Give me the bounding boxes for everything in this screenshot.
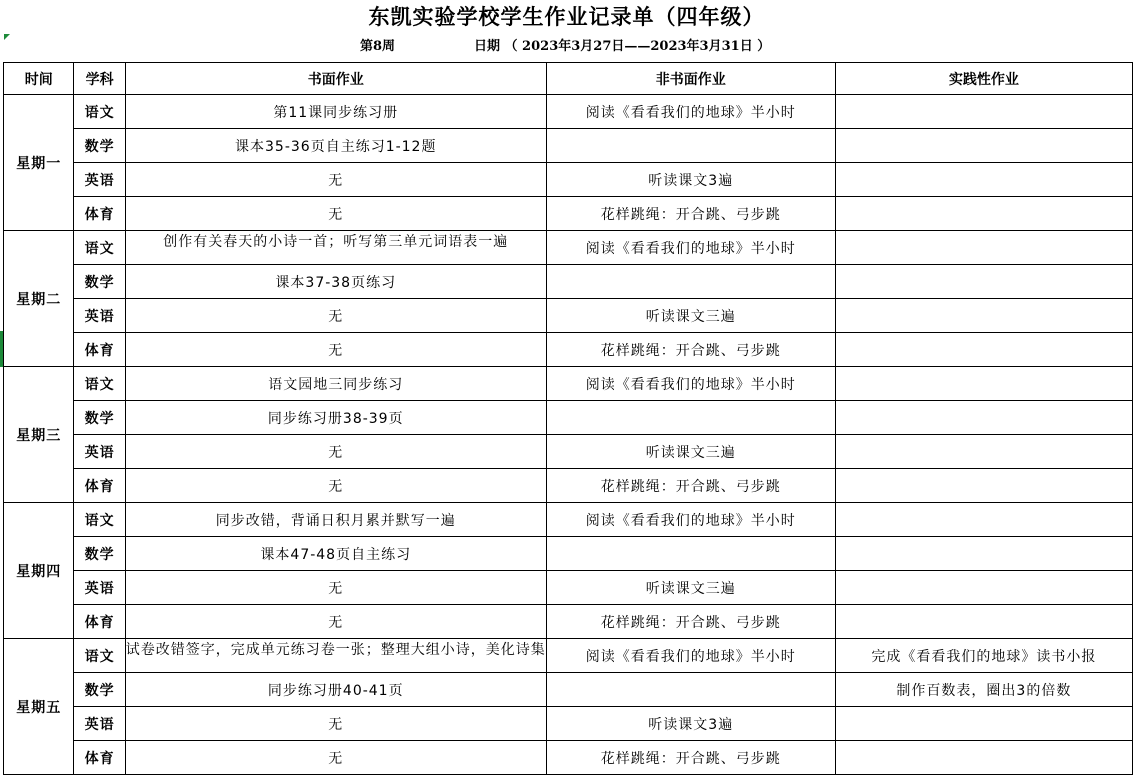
subject-cell[interactable]: 体育 (74, 333, 125, 367)
nonwritten-homework-cell[interactable]: 阅读《看看我们的地球》半小时 (546, 367, 835, 401)
table-row (4, 673, 1133, 707)
practice-homework-cell[interactable] (835, 741, 1132, 775)
practice-homework-cell[interactable] (835, 503, 1132, 537)
sheet-title: 东凯实验学校学生作业记录单（四年级） (368, 4, 765, 29)
table-row (4, 333, 1133, 367)
nonwritten-homework-cell[interactable]: 阅读《看看我们的地球》半小时 (546, 231, 835, 265)
table-row (4, 571, 1133, 605)
nonwritten-homework-cell[interactable]: 听读课文三遍 (546, 571, 835, 605)
practice-homework-cell[interactable] (835, 129, 1132, 163)
nonwritten-homework-cell[interactable]: 花样跳绳：开合跳、弓步跳 (546, 605, 835, 639)
practice-homework-cell[interactable] (835, 95, 1132, 129)
written-homework-cell[interactable]: 无 (125, 571, 546, 605)
nonwritten-homework-cell[interactable]: 阅读《看看我们的地球》半小时 (546, 95, 835, 129)
subject-cell[interactable]: 体育 (74, 741, 125, 775)
written-homework-cell[interactable]: 无 (125, 299, 546, 333)
nonwritten-homework-cell[interactable] (546, 673, 835, 707)
date-range: 日期 （ 2023年3月27日——2023年3月31日 ） (474, 39, 771, 54)
nonwritten-homework-cell[interactable] (546, 265, 835, 299)
practice-homework-cell[interactable] (835, 265, 1132, 299)
day-cell[interactable]: 星期二 (4, 231, 74, 367)
table-row (4, 537, 1133, 571)
subject-cell[interactable]: 数学 (74, 537, 125, 571)
written-homework-cell[interactable]: 第11课同步练习册 (125, 95, 546, 129)
practice-homework-cell[interactable] (835, 469, 1132, 503)
nonwritten-homework-cell[interactable]: 阅读《看看我们的地球》半小时 (546, 639, 835, 673)
nonwritten-homework-cell[interactable] (546, 401, 835, 435)
nonwritten-homework-cell[interactable]: 听读课文三遍 (546, 435, 835, 469)
table-row (4, 197, 1133, 231)
table-row (4, 95, 1133, 129)
header-cell-time[interactable]: 时间 (4, 63, 74, 95)
written-homework-cell[interactable]: 同步改错，背诵日积月累并默写一遍 (125, 503, 546, 537)
nonwritten-homework-cell[interactable] (546, 537, 835, 571)
subject-cell[interactable]: 英语 (74, 163, 125, 197)
subject-cell[interactable]: 英语 (74, 435, 125, 469)
written-homework-cell[interactable]: 课本47-48页自主练习 (125, 537, 546, 571)
practice-homework-cell[interactable]: 制作百数表，圈出3的倍数 (835, 673, 1132, 707)
written-homework-cell[interactable]: 无 (125, 435, 546, 469)
subject-cell[interactable]: 数学 (74, 129, 125, 163)
header-cell-written[interactable]: 书面作业 (125, 63, 546, 95)
nonwritten-homework-cell[interactable]: 花样跳绳：开合跳、弓步跳 (546, 197, 835, 231)
cell-comment-marker-icon (4, 34, 10, 40)
table-row (4, 639, 1133, 673)
nonwritten-homework-cell[interactable]: 花样跳绳：开合跳、弓步跳 (546, 333, 835, 367)
written-homework-cell[interactable]: 无 (125, 163, 546, 197)
subject-cell[interactable]: 英语 (74, 707, 125, 741)
header-row (4, 63, 1133, 95)
written-homework-cell[interactable] (125, 231, 546, 265)
nonwritten-homework-cell[interactable]: 听读课文3遍 (546, 707, 835, 741)
practice-homework-cell[interactable] (835, 435, 1132, 469)
practice-homework-cell[interactable] (835, 537, 1132, 571)
written-homework-cell[interactable]: 无 (125, 197, 546, 231)
table-row (4, 469, 1133, 503)
written-homework-cell[interactable]: 无 (125, 605, 546, 639)
practice-homework-cell[interactable] (835, 707, 1132, 741)
nonwritten-homework-cell[interactable] (546, 129, 835, 163)
subject-cell[interactable]: 体育 (74, 605, 125, 639)
subject-cell[interactable]: 语文 (74, 95, 125, 129)
subject-cell[interactable]: 数学 (74, 265, 125, 299)
written-homework-cell[interactable]: 无 (125, 333, 546, 367)
table-row (4, 129, 1133, 163)
written-homework-cell[interactable]: 无 (125, 469, 546, 503)
table-row (4, 163, 1133, 197)
day-cell[interactable]: 星期四 (4, 503, 74, 639)
nonwritten-homework-cell[interactable]: 阅读《看看我们的地球》半小时 (546, 503, 835, 537)
subject-cell[interactable]: 数学 (74, 673, 125, 707)
practice-homework-cell[interactable] (835, 333, 1132, 367)
table-body (4, 95, 1133, 775)
written-homework-cell[interactable]: 同步练习册40-41页 (125, 673, 546, 707)
written-homework-cell[interactable]: 课本35-36页自主练习1-12题 (125, 129, 546, 163)
table-row (4, 435, 1133, 469)
subject-cell[interactable]: 体育 (74, 197, 125, 231)
table-row (4, 265, 1133, 299)
subject-cell[interactable]: 语文 (74, 503, 125, 537)
subject-cell[interactable]: 体育 (74, 469, 125, 503)
table-row (4, 299, 1133, 333)
practice-homework-cell[interactable] (835, 571, 1132, 605)
subject-cell[interactable]: 英语 (74, 299, 125, 333)
practice-homework-cell[interactable] (835, 401, 1132, 435)
practice-homework-cell[interactable] (835, 299, 1132, 333)
week-label: 第8周 (360, 39, 396, 54)
header-cell-practice[interactable]: 实践性作业 (835, 63, 1132, 95)
practice-homework-cell[interactable] (835, 605, 1132, 639)
subject-cell[interactable]: 数学 (74, 401, 125, 435)
subject-cell[interactable]: 语文 (74, 231, 125, 265)
nonwritten-homework-cell[interactable]: 花样跳绳：开合跳、弓步跳 (546, 741, 835, 775)
homework-table (3, 62, 1133, 775)
written-homework-text: 创作有关春天的小诗一首；听写第三单元词语表一遍 (163, 234, 509, 250)
table-row (4, 367, 1133, 401)
written-homework-text: 试卷改错签字，完成单元练习卷一张；整理大组小诗，美化诗集 (125, 642, 546, 658)
written-homework-cell[interactable]: 无 (125, 741, 546, 775)
day-cell[interactable]: 星期五 (4, 639, 74, 775)
table-row (4, 741, 1133, 775)
header-cell-subject[interactable]: 学科 (74, 63, 125, 95)
table-row (4, 503, 1133, 537)
table-row (4, 401, 1133, 435)
subject-cell[interactable]: 语文 (74, 639, 125, 673)
written-homework-cell[interactable]: 课本37-38页练习 (125, 265, 546, 299)
written-homework-cell[interactable] (125, 639, 546, 673)
written-homework-cell[interactable]: 无 (125, 707, 546, 741)
practice-homework-cell[interactable]: 完成《看看我们的地球》读书小报 (835, 639, 1132, 673)
subject-cell[interactable]: 英语 (74, 571, 125, 605)
nonwritten-homework-cell[interactable]: 听读课文3遍 (546, 163, 835, 197)
header-cell-nonwritten[interactable]: 非书面作业 (546, 63, 835, 95)
practice-homework-cell[interactable] (835, 197, 1132, 231)
practice-homework-cell[interactable] (835, 231, 1132, 265)
nonwritten-homework-cell[interactable]: 听读课文三遍 (546, 299, 835, 333)
table-row (4, 605, 1133, 639)
table-row (4, 707, 1133, 741)
day-cell[interactable]: 星期一 (4, 95, 74, 231)
nonwritten-homework-cell[interactable]: 花样跳绳：开合跳、弓步跳 (546, 469, 835, 503)
table-row (4, 231, 1133, 265)
written-homework-cell[interactable]: 语文园地三同步练习 (125, 367, 546, 401)
practice-homework-cell[interactable] (835, 367, 1132, 401)
day-cell[interactable]: 星期三 (4, 367, 74, 503)
written-homework-cell[interactable]: 同步练习册38-39页 (125, 401, 546, 435)
sheet-subtitle (0, 33, 1133, 61)
practice-homework-cell[interactable] (835, 163, 1132, 197)
subject-cell[interactable]: 语文 (74, 367, 125, 401)
